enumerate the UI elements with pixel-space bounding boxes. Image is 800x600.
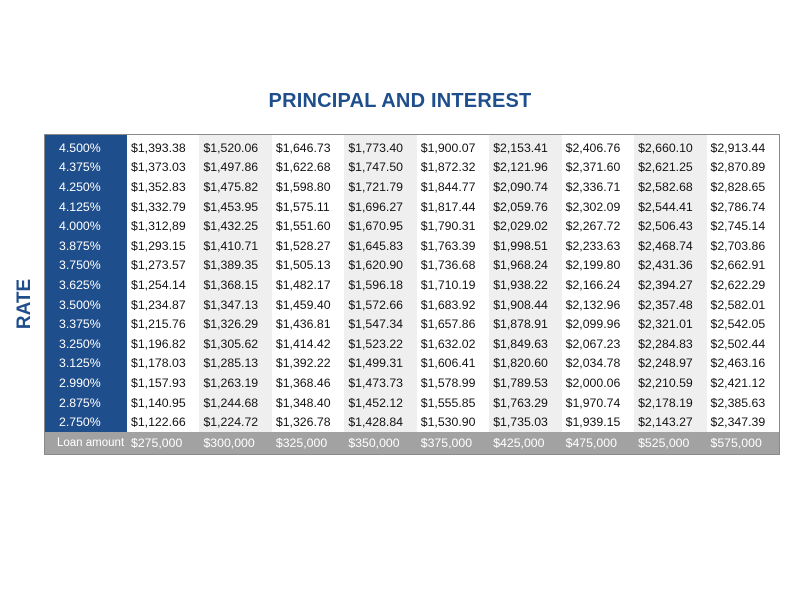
payment-cell: $1,998.51 <box>489 236 561 256</box>
payment-cell: $2,199.80 <box>562 256 634 276</box>
payment-cell: $1,683.92 <box>417 295 489 315</box>
payment-cell: $1,122.66 <box>127 412 199 432</box>
table-row <box>45 314 779 334</box>
payment-cell: $1,632.02 <box>417 334 489 354</box>
payment-cell: $2,178.19 <box>634 393 706 413</box>
payment-cell: $1,763.29 <box>489 393 561 413</box>
payment-cell: $1,482.17 <box>272 275 344 295</box>
payment-cell: $2,621.25 <box>634 158 706 178</box>
payment-cell: $2,336.71 <box>562 177 634 197</box>
payment-cell: $2,582.01 <box>707 295 780 315</box>
table-row <box>45 393 779 413</box>
payment-cell: $2,660.10 <box>634 135 706 158</box>
payment-cell: $1,368.46 <box>272 373 344 393</box>
table-row <box>45 354 779 374</box>
payment-cell: $2,463.16 <box>707 354 780 374</box>
payment-cell: $1,273.57 <box>127 256 199 276</box>
payment-table-body <box>45 135 779 454</box>
payment-cell: $1,596.18 <box>344 275 416 295</box>
payment-cell: $1,939.15 <box>562 412 634 432</box>
rate-cell: 4.250% <box>45 177 127 197</box>
payment-cell: $2,143.27 <box>634 412 706 432</box>
payment-cell: $2,394.27 <box>634 275 706 295</box>
payment-cell: $1,790.31 <box>417 216 489 236</box>
payment-cell: $1,254.14 <box>127 275 199 295</box>
payment-cell: $1,710.19 <box>417 275 489 295</box>
rate-cell: 2.875% <box>45 393 127 413</box>
table-row <box>45 412 779 432</box>
payment-cell: $2,090.74 <box>489 177 561 197</box>
table-row <box>45 256 779 276</box>
payment-cell: $1,392.22 <box>272 354 344 374</box>
loan-amount-cell: $425,000 <box>489 432 561 454</box>
payment-cell: $1,575.11 <box>272 197 344 217</box>
payment-cell: $1,368.15 <box>199 275 271 295</box>
payment-cell: $1,475.82 <box>199 177 271 197</box>
payment-cell: $1,178.03 <box>127 354 199 374</box>
payment-cell: $1,844.77 <box>417 177 489 197</box>
payment-cell: $2,468.74 <box>634 236 706 256</box>
payment-cell: $1,789.53 <box>489 373 561 393</box>
table-row <box>45 295 779 315</box>
payment-cell: $2,000.06 <box>562 373 634 393</box>
payment-cell: $1,499.31 <box>344 354 416 374</box>
payment-cell: $2,544.41 <box>634 197 706 217</box>
loan-amount-row <box>45 432 779 454</box>
payment-cell: $2,233.63 <box>562 236 634 256</box>
payment-cell: $2,506.43 <box>634 216 706 236</box>
payment-cell: $2,406.76 <box>562 135 634 158</box>
payment-cell: $1,452.12 <box>344 393 416 413</box>
rate-cell: 3.750% <box>45 256 127 276</box>
payment-cell: $1,410.71 <box>199 236 271 256</box>
payment-cell: $1,196.82 <box>127 334 199 354</box>
table-row <box>45 236 779 256</box>
payment-cell: $1,312,89 <box>127 216 199 236</box>
payment-cell: $1,432.25 <box>199 216 271 236</box>
payment-cell: $1,721.79 <box>344 177 416 197</box>
loan-amount-cell: $575,000 <box>707 432 780 454</box>
rate-cell: 3.125% <box>45 354 127 374</box>
payment-cell: $2,870.89 <box>707 158 780 178</box>
table-row <box>45 158 779 178</box>
payment-cell: $1,820.60 <box>489 354 561 374</box>
payment-cell: $2,371.60 <box>562 158 634 178</box>
payment-cell: $1,968.24 <box>489 256 561 276</box>
loan-amount-cell: $350,000 <box>344 432 416 454</box>
payment-cell: $1,523.22 <box>344 334 416 354</box>
table-row <box>45 373 779 393</box>
payment-cell: $1,620.90 <box>344 256 416 276</box>
payment-cell: $1,234.87 <box>127 295 199 315</box>
payment-cell: $2,385.63 <box>707 393 780 413</box>
payment-cell: $2,267.72 <box>562 216 634 236</box>
payment-cell: $2,357.48 <box>634 295 706 315</box>
payment-cell: $1,938.22 <box>489 275 561 295</box>
rate-cell: 2.990% <box>45 373 127 393</box>
payment-cell: $1,645.83 <box>344 236 416 256</box>
payment-cell: $1,622.68 <box>272 158 344 178</box>
table-row <box>45 216 779 236</box>
payment-cell: $1,332.79 <box>127 197 199 217</box>
payment-cell: $1,572.66 <box>344 295 416 315</box>
payment-cell: $1,598.80 <box>272 177 344 197</box>
table-row <box>45 334 779 354</box>
payment-cell: $1,970.74 <box>562 393 634 413</box>
loan-amount-cell: $375,000 <box>417 432 489 454</box>
payment-cell: $2,542.05 <box>707 314 780 334</box>
payment-cell: $1,547.34 <box>344 314 416 334</box>
payment-cell: $1,414.42 <box>272 334 344 354</box>
payment-cell: $2,828.65 <box>707 177 780 197</box>
payment-cell: $1,373.03 <box>127 158 199 178</box>
payment-cell: $2,622.29 <box>707 275 780 295</box>
payment-cell: $1,908.44 <box>489 295 561 315</box>
loan-amount-cell: $525,000 <box>634 432 706 454</box>
payment-cell: $1,872.32 <box>417 158 489 178</box>
payment-cell: $1,773.40 <box>344 135 416 158</box>
rate-cell: 3.625% <box>45 275 127 295</box>
rate-cell: 3.375% <box>45 314 127 334</box>
rate-cell: 4.375% <box>45 158 127 178</box>
loan-amount-label: Loan amount <box>45 432 127 454</box>
payment-cell: $1,285.13 <box>199 354 271 374</box>
loan-amount-cell: $300,000 <box>199 432 271 454</box>
rate-cell: 3.500% <box>45 295 127 315</box>
payment-cell: $1,670.95 <box>344 216 416 236</box>
payment-cell: $1,900.07 <box>417 135 489 158</box>
payment-cell: $1,263.19 <box>199 373 271 393</box>
payment-cell: $2,421.12 <box>707 373 780 393</box>
payment-cell: $2,132.96 <box>562 295 634 315</box>
payment-cell: $1,347.13 <box>199 295 271 315</box>
payment-cell: $2,431.36 <box>634 256 706 276</box>
payment-cell: $1,747.50 <box>344 158 416 178</box>
payment-cell: $1,520.06 <box>199 135 271 158</box>
payment-cell: $1,215.76 <box>127 314 199 334</box>
payment-cell: $1,473.73 <box>344 373 416 393</box>
payment-cell: $1,244.68 <box>199 393 271 413</box>
payment-cell: $2,153.41 <box>489 135 561 158</box>
payment-cell: $2,321.01 <box>634 314 706 334</box>
payment-cell: $1,224.72 <box>199 412 271 432</box>
payment-cell: $1,453.95 <box>199 197 271 217</box>
payment-cell: $1,657.86 <box>417 314 489 334</box>
payment-cell: $2,121.96 <box>489 158 561 178</box>
payment-cell: $1,735.03 <box>489 412 561 432</box>
payment-cell: $2,034.78 <box>562 354 634 374</box>
payment-cell: $1,578.99 <box>417 373 489 393</box>
payment-cell: $1,326.29 <box>199 314 271 334</box>
table-row <box>45 275 779 295</box>
payment-cell: $1,326.78 <box>272 412 344 432</box>
payment-cell: $1,293.15 <box>127 236 199 256</box>
payment-cell: $2,662.91 <box>707 256 780 276</box>
payment-cell: $1,389.35 <box>199 256 271 276</box>
payment-cell: $1,530.90 <box>417 412 489 432</box>
payment-cell: $1,878.91 <box>489 314 561 334</box>
payment-cell: $2,745.14 <box>707 216 780 236</box>
payment-cell: $2,210.59 <box>634 373 706 393</box>
rate-cell: 3.250% <box>45 334 127 354</box>
table-row <box>45 197 779 217</box>
table-row <box>45 135 779 158</box>
payment-cell: $1,497.86 <box>199 158 271 178</box>
payment-table <box>44 134 780 455</box>
payment-cell: $2,582.68 <box>634 177 706 197</box>
payment-cell: $2,099.96 <box>562 314 634 334</box>
payment-cell: $1,606.41 <box>417 354 489 374</box>
payment-cell: $1,696.27 <box>344 197 416 217</box>
payment-cell: $1,305.62 <box>199 334 271 354</box>
rate-cell: 4.000% <box>45 216 127 236</box>
payment-cell: $1,352.83 <box>127 177 199 197</box>
payment-cell: $1,555.85 <box>417 393 489 413</box>
payment-cell: $1,817.44 <box>417 197 489 217</box>
payment-cell: $2,502.44 <box>707 334 780 354</box>
payment-cell: $1,505.13 <box>272 256 344 276</box>
payment-cell: $2,059.76 <box>489 197 561 217</box>
chart-title: PRINCIPAL AND INTEREST <box>268 90 532 112</box>
rate-cell: 2.750% <box>45 412 127 432</box>
payment-cell: $2,913.44 <box>707 135 780 158</box>
payment-cell: $1,763.39 <box>417 236 489 256</box>
payment-cell: $2,302.09 <box>562 197 634 217</box>
payment-cell: $1,140.95 <box>127 393 199 413</box>
payment-cell: $1,436.81 <box>272 314 344 334</box>
payment-cell: $2,703.86 <box>707 236 780 256</box>
payment-cell: $1,646.73 <box>272 135 344 158</box>
payment-cell: $2,248.97 <box>634 354 706 374</box>
loan-amount-cell: $275,000 <box>127 432 199 454</box>
payment-cell: $1,459.40 <box>272 295 344 315</box>
payment-cell: $2,067.23 <box>562 334 634 354</box>
rate-cell: 3.875% <box>45 236 127 256</box>
payment-cell: $1,393.38 <box>127 135 199 158</box>
payment-cell: $1,528.27 <box>272 236 344 256</box>
rate-cell: 4.500% <box>45 135 127 158</box>
payment-cell: $2,284.83 <box>634 334 706 354</box>
payment-cell: $2,786.74 <box>707 197 780 217</box>
payment-cell: $1,849.63 <box>489 334 561 354</box>
loan-amount-cell: $325,000 <box>272 432 344 454</box>
rate-axis-label: RATE <box>14 278 35 330</box>
table-row <box>45 177 779 197</box>
payment-cell: $1,551.60 <box>272 216 344 236</box>
payment-cell: $2,029.02 <box>489 216 561 236</box>
payment-cell: $1,736.68 <box>417 256 489 276</box>
rate-cell: 4.125% <box>45 197 127 217</box>
rate-axis-label-wrapper <box>10 278 40 330</box>
payment-cell: $1,348.40 <box>272 393 344 413</box>
payment-cell: $2,166.24 <box>562 275 634 295</box>
payment-cell: $1,428.84 <box>344 412 416 432</box>
loan-amount-cell: $475,000 <box>562 432 634 454</box>
payment-cell: $2,347.39 <box>707 412 780 432</box>
payment-cell: $1,157.93 <box>127 373 199 393</box>
